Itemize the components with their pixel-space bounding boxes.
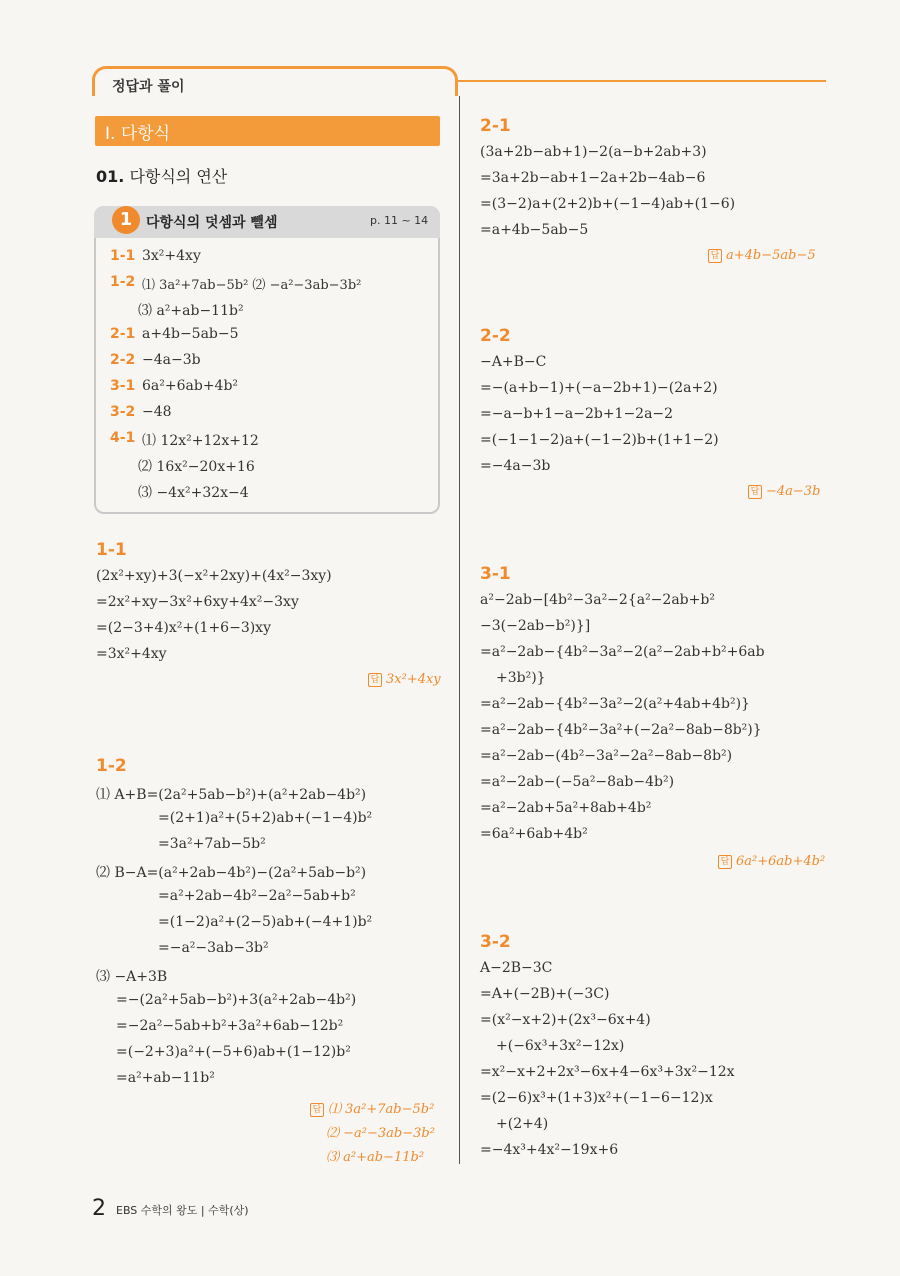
box-item-text: ⑶ −4x²+32x−4 xyxy=(138,485,249,501)
box-item-text: −48 xyxy=(142,404,172,420)
box-item-text: ⑶ a²+ab−11b² xyxy=(138,303,244,319)
solution-heading-2-1: 2-1 xyxy=(480,116,511,136)
solution-line: +(−6x³+3x²−12x) xyxy=(496,1038,625,1054)
section-number: 01. xyxy=(96,167,125,186)
solution-line: −3(−2ab−b²)}] xyxy=(480,618,591,634)
box-item-text: 3x²+4xy xyxy=(142,248,201,264)
answer-text: 6a²+6ab+4b² xyxy=(736,854,826,869)
solution-line: =(2−6)x³+(1+3)x²+(−1−6−12)x xyxy=(480,1090,713,1106)
footer-text: EBS 수학의 왕도 | 수학(상) xyxy=(116,1204,249,1217)
box-item-text: ⑴ 12x²+12x+12 xyxy=(142,433,259,449)
solution-line: =x²−x+2+2x³−6x+4−6x³+3x²−12x xyxy=(480,1064,735,1080)
answer-1-1 xyxy=(368,672,441,687)
box-item-text: ⑵ 16x²−20x+16 xyxy=(138,459,255,475)
solution-line: =2x²+xy−3x²+6xy+4x²−3xy xyxy=(96,594,299,610)
solution-line: =a²+2ab−4b²−2a²−5ab+b² xyxy=(158,888,356,904)
solution-line: ⑵ B−A=(a²+2ab−4b²)−(2a²+5ab−b²) xyxy=(96,865,367,881)
solution-line: =a²−2ab−{4b²−3a²−2(a²+4ab+4b²)} xyxy=(480,696,750,712)
answer-mark-icon: 답 xyxy=(368,673,382,687)
box-item-text: ⑴ 3a²+7ab−5b² ⑵ −a²−3ab−3b² xyxy=(142,278,362,293)
box-item-text: a+4b−5ab−5 xyxy=(142,326,239,342)
solution-line: =−a²−3ab−3b² xyxy=(158,940,269,956)
box-item-label: 4-1 xyxy=(110,430,136,446)
header-rule xyxy=(456,80,826,82)
answer-1-2-2: ⑵ −a²−3ab−3b² xyxy=(326,1126,435,1141)
answer-mark-icon: 답 xyxy=(310,1103,324,1117)
solution-line: =6a²+6ab+4b² xyxy=(480,826,588,842)
solution-line: =a²−2ab−{4b²−3a²−2(a²−2ab+b²+6ab xyxy=(480,644,765,660)
section-title xyxy=(96,164,227,187)
answer-text: −4a−3b xyxy=(766,484,821,499)
solution-line: =−2a²−5ab+b²+3a²+6ab−12b² xyxy=(116,1018,344,1034)
solution-line: +3b²)} xyxy=(496,670,546,686)
solution-line: (2x²+xy)+3(−x²+2xy)+(4x²−3xy) xyxy=(96,568,332,584)
solution-line: =(x²−x+2)+(2x³−6x+4) xyxy=(480,1012,651,1028)
answer-2-2 xyxy=(748,484,820,499)
solution-line: −A+B−C xyxy=(480,354,547,370)
box-item-label: 3-1 xyxy=(110,378,136,394)
solution-line: (3a+2b−ab+1)−2(a−b+2ab+3) xyxy=(480,144,707,160)
box-item-text: −4a−3b xyxy=(142,352,201,368)
page-number: 2 xyxy=(92,1196,106,1221)
solution-line: ⑴ A+B=(2a²+5ab−b²)+(a²+2ab−4b²) xyxy=(96,787,367,803)
solution-line: =−a−b+1−a−2b+1−2a−2 xyxy=(480,406,674,422)
solution-heading-2-2: 2-2 xyxy=(480,326,511,346)
box-item-label: 1-1 xyxy=(110,248,136,264)
solution-heading-3-1: 3-1 xyxy=(480,564,511,584)
solution-line: =−4x³+4x²−19x+6 xyxy=(480,1142,619,1158)
solution-line: =(−2+3)a²+(−5+6)ab+(1−12)b² xyxy=(116,1044,351,1060)
section-name: 다항식의 연산 xyxy=(129,167,228,186)
solution-line: =3a+2b−ab+1−2a+2b−4ab−6 xyxy=(480,170,706,186)
solution-line: +(2+4) xyxy=(496,1116,549,1132)
box-title: 다항식의 덧셈과 뺄셈 xyxy=(146,215,278,231)
answer-text: 3x²+4xy xyxy=(386,672,441,687)
answer-1-2 xyxy=(310,1098,434,1117)
solution-line: =(1−2)a²+(2−5)ab+(−4+1)b² xyxy=(158,914,373,930)
solution-line: =a²+ab−11b² xyxy=(116,1070,215,1086)
solution-line: ⑶ −A+3B xyxy=(96,969,168,985)
box-item-label: 2-1 xyxy=(110,326,136,342)
solution-heading-1-2: 1-2 xyxy=(96,756,127,776)
answer-mark-icon: 답 xyxy=(748,485,762,499)
answer-mark-icon: 답 xyxy=(708,249,722,263)
answer-1-2-3: ⑶ a²+ab−11b² xyxy=(326,1150,425,1165)
solution-heading-3-2: 3-2 xyxy=(480,932,511,952)
solution-heading-1-1: 1-1 xyxy=(96,540,127,560)
chapter-title: Ⅰ. 다항식 xyxy=(105,124,171,144)
header-title: 정답과 풀이 xyxy=(112,79,185,95)
solution-line: =3x²+4xy xyxy=(96,646,167,662)
solution-line: =(2+1)a²+(5+2)ab+(−1−4)b² xyxy=(158,810,373,826)
box-item-label: 3-2 xyxy=(110,404,136,420)
solution-line: =−(a+b−1)+(−a−2b+1)−(2a+2) xyxy=(480,380,718,396)
solution-line: A−2B−3C xyxy=(480,960,553,976)
answer-text: ⑴ 3a²+7ab−5b² xyxy=(328,1102,435,1117)
solution-line: =−(2a²+5ab−b²)+3(a²+2ab−4b²) xyxy=(116,992,357,1008)
box-item-label: 2-2 xyxy=(110,352,136,368)
solution-line: a²−2ab−[4b²−3a²−2{a²−2ab+b² xyxy=(480,592,715,608)
solution-line: =a²−2ab−(4b²−3a²−2a²−8ab−8b²) xyxy=(480,748,733,764)
box-item-label: 1-2 xyxy=(110,274,136,290)
answer-3-1 xyxy=(718,854,825,869)
answer-mark-icon: 답 xyxy=(718,855,732,869)
box-item-text: 6a²+6ab+4b² xyxy=(142,378,239,394)
solution-line: =a²−2ab−{4b²−3a²+(−2a²−8ab−8b²)} xyxy=(480,722,762,738)
solution-line: =a²−2ab+5a²+8ab+4b² xyxy=(480,800,652,816)
solution-line: =a+4b−5ab−5 xyxy=(480,222,589,238)
answer-text: a+4b−5ab−5 xyxy=(726,248,816,263)
column-divider xyxy=(459,96,460,1164)
solution-line: =−4a−3b xyxy=(480,458,551,474)
solution-line: =3a²+7ab−5b² xyxy=(158,836,266,852)
solution-line: =A+(−2B)+(−3C) xyxy=(480,986,610,1002)
box-page-range: p. 11 ~ 14 xyxy=(370,214,429,227)
solution-line: =a²−2ab−(−5a²−8ab−4b²) xyxy=(480,774,675,790)
solution-line: =(3−2)a+(2+2)b+(−1−4)ab+(1−6) xyxy=(480,196,736,212)
solution-line: =(2−3+4)x²+(1+6−3)xy xyxy=(96,620,271,636)
answer-2-1 xyxy=(708,248,816,263)
box-number-badge: 1 xyxy=(112,206,140,234)
solution-line: =(−1−1−2)a+(−1−2)b+(1+1−2) xyxy=(480,432,719,448)
